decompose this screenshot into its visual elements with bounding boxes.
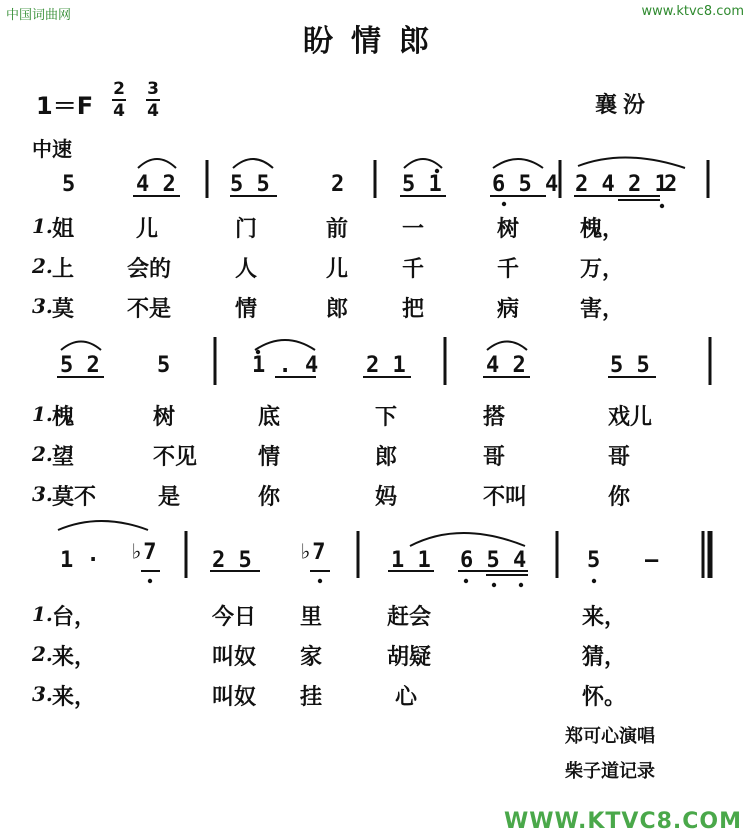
- note: 1 1: [391, 548, 431, 573]
- lyric: 儿: [136, 217, 159, 242]
- lyric: 戏儿: [608, 405, 653, 430]
- lyric: 会的: [127, 257, 172, 282]
- recorder-credit: 柴子道记录: [565, 761, 655, 782]
- time-sig-bottom: 4: [147, 101, 159, 121]
- lyric: 情: [258, 445, 281, 470]
- lyric: 莫不: [52, 485, 97, 510]
- lyric: 槐，: [580, 217, 625, 242]
- note: —: [645, 548, 659, 573]
- lyric: 万，: [580, 257, 625, 282]
- lyric: 望: [52, 445, 75, 470]
- lyric: 不见: [153, 445, 198, 470]
- note: 5: [157, 353, 171, 378]
- lyric: 台，: [52, 605, 97, 630]
- lyric: 搭: [483, 405, 506, 430]
- note: 5 1: [402, 172, 442, 197]
- note: 2: [331, 172, 345, 197]
- verse-number: 3.: [32, 682, 53, 706]
- verse-number: 1.: [32, 602, 53, 626]
- watermark-top-right: www.ktvc8.com: [641, 4, 744, 19]
- note: 5 5: [610, 353, 650, 378]
- lyric: 不是: [127, 297, 172, 322]
- lyric: 树: [497, 217, 520, 242]
- note: 2 4 2 1: [575, 172, 668, 197]
- lyric: 哥: [608, 445, 631, 470]
- lyric: 一: [402, 217, 425, 242]
- verse-number: 1.: [32, 214, 53, 238]
- lyric: 门: [235, 217, 258, 242]
- lyric: 胡疑: [387, 645, 432, 670]
- lyric: 槐: [52, 405, 75, 430]
- time-sig-bottom: 4: [113, 101, 125, 121]
- note: 2 5: [212, 548, 252, 573]
- note: 5 5: [230, 172, 270, 197]
- note: 5: [62, 172, 76, 197]
- lyric: 害，: [580, 297, 625, 322]
- watermark-top-left: 中国词曲网: [6, 8, 72, 23]
- verse-number: 3.: [32, 294, 53, 318]
- lyric: 莫: [52, 297, 75, 322]
- lyric: 下: [375, 405, 398, 430]
- note: 5 2: [60, 353, 100, 378]
- note: ♭7: [299, 540, 326, 565]
- lyric: 情: [235, 297, 258, 322]
- lyric: 郎: [326, 297, 349, 322]
- note: 5: [587, 548, 601, 573]
- lyric: 你: [258, 485, 281, 510]
- lyric: 妈: [375, 485, 398, 510]
- lyric: 来，: [52, 645, 97, 670]
- note: 2: [664, 172, 678, 197]
- lyric: 来，: [582, 605, 627, 630]
- note: 2 1: [366, 353, 406, 378]
- lyric: 树: [153, 405, 176, 430]
- note: 6 5 4: [460, 548, 527, 573]
- lyric: 叫奴: [212, 645, 257, 670]
- time-sig-top: 3: [147, 79, 159, 99]
- key-signature: 1＝F: [36, 92, 94, 120]
- lyric: 底: [258, 405, 281, 430]
- verse-number: 2.: [32, 642, 53, 666]
- note: 1 . 4: [252, 353, 319, 378]
- lyric: 郎: [375, 445, 398, 470]
- lyric: 叫奴: [212, 685, 257, 710]
- note: 6 5 4: [492, 172, 559, 197]
- lyric: 怀。: [582, 685, 627, 710]
- verse-number: 3.: [32, 482, 53, 506]
- lyric: 千: [497, 257, 520, 282]
- lyric: 今日: [212, 605, 257, 630]
- lyric: 赶会: [387, 605, 432, 630]
- lyric: 里: [300, 605, 323, 630]
- lyric: 把: [402, 297, 425, 322]
- lyric: 挂: [300, 685, 323, 710]
- lyric: 姐: [52, 217, 75, 242]
- lyric: 家: [300, 645, 323, 670]
- song-title: 盼情郎: [303, 24, 447, 59]
- lyric: 前: [326, 217, 349, 242]
- lyric: 猜，: [582, 645, 627, 670]
- verse-number: 2.: [32, 254, 53, 278]
- singer-credit: 郑可心演唱: [565, 726, 655, 747]
- lyric: 你: [608, 485, 631, 510]
- verse-number: 2.: [32, 442, 53, 466]
- note: 4 2: [486, 353, 526, 378]
- lyric: 哥: [483, 445, 506, 470]
- note: 4 2: [136, 172, 176, 197]
- lyric: 人: [235, 257, 258, 282]
- verse-number: 1.: [32, 402, 53, 426]
- song-origin: 襄汾: [595, 93, 652, 118]
- note: 1 ·: [60, 548, 100, 573]
- lyric: 上: [52, 257, 75, 282]
- lyric: 儿: [326, 257, 349, 282]
- watermark-bottom-right: WWW.KTVC8.COM: [504, 809, 742, 834]
- time-sig-top: 2: [113, 79, 125, 99]
- lyric: 心: [395, 685, 418, 710]
- lyric: 不叫: [483, 485, 528, 510]
- lyric: 病: [497, 297, 520, 322]
- note: ♭7: [130, 540, 157, 565]
- tempo-marking: 中速: [32, 137, 72, 161]
- lyric: 是: [158, 485, 181, 510]
- lyric: 千: [402, 257, 425, 282]
- lyric: 来，: [52, 685, 97, 710]
